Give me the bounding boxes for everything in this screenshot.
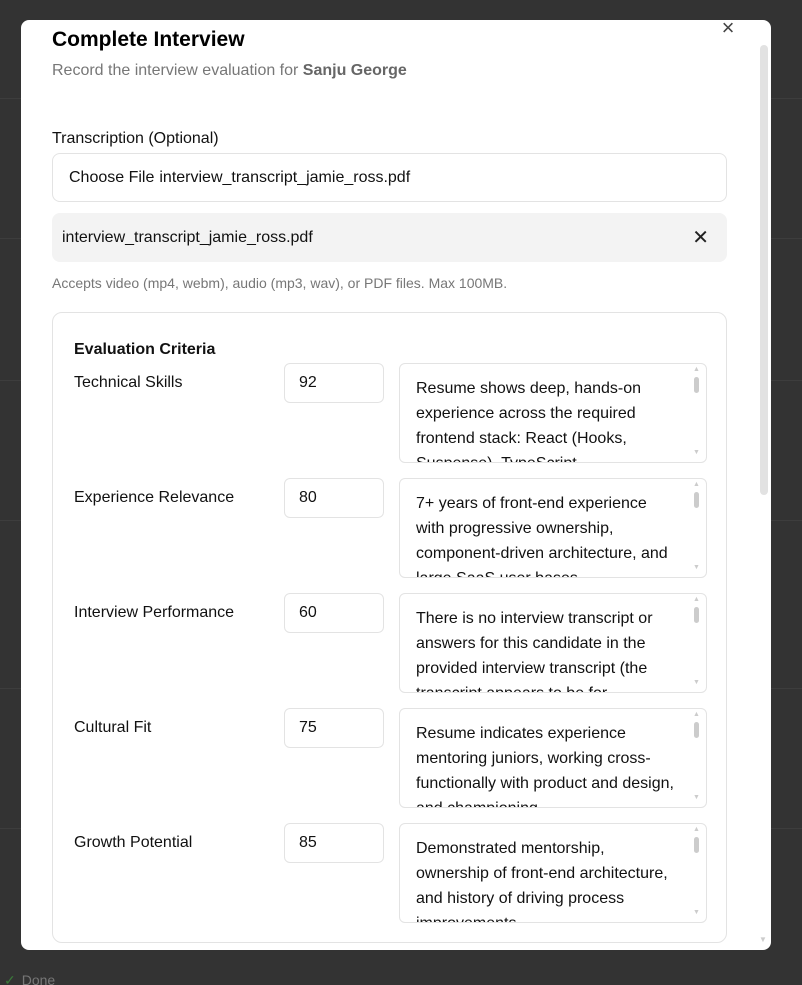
scroll-down-icon[interactable]: ▼ <box>693 794 700 801</box>
criterion-growth-potential <box>53 823 726 923</box>
textarea-scrollbar[interactable] <box>694 837 699 853</box>
score-input[interactable] <box>284 478 384 518</box>
criterion-label: Cultural Fit <box>74 719 152 736</box>
modal-scrollbar[interactable] <box>760 45 768 495</box>
modal-scroll-down-icon[interactable]: ▼ <box>759 935 767 944</box>
subtitle-text: Record the interview evaluation for <box>52 62 303 79</box>
scroll-down-icon[interactable]: ▼ <box>693 679 700 686</box>
criterion-label: Growth Potential <box>74 834 193 851</box>
criterion-experience-relevance <box>53 478 726 578</box>
complete-interview-modal <box>21 20 771 950</box>
attached-file-name: interview_transcript_jamie_ross.pdf <box>62 228 313 246</box>
textarea-scrollbar[interactable] <box>694 492 699 508</box>
choose-file-button[interactable]: Choose File <box>69 168 155 186</box>
candidate-name: Sanju George <box>302 62 407 79</box>
file-help-text: Accepts video (mp4, webm), audio (mp3, wav), or PDF files. Max 100MB. <box>52 275 508 291</box>
scroll-up-icon[interactable]: ▲ <box>693 596 700 603</box>
criterion-label: Experience Relevance <box>74 489 235 506</box>
scroll-up-icon[interactable]: ▲ <box>693 366 700 373</box>
notes-textarea[interactable] <box>399 823 707 923</box>
criterion-label: Technical Skills <box>74 374 183 391</box>
notes-textarea[interactable] <box>399 593 707 693</box>
score-input[interactable] <box>284 708 384 748</box>
done-label: Done <box>21 972 56 985</box>
modal-subtitle <box>52 62 407 80</box>
textarea-scrollbar[interactable] <box>694 377 699 393</box>
scroll-up-icon[interactable]: ▲ <box>693 711 700 718</box>
background-done-status <box>4 972 55 985</box>
criterion-interview-performance <box>53 593 726 693</box>
modal-title: Complete Interview <box>52 28 245 51</box>
transcription-file-input[interactable] <box>52 153 727 202</box>
close-icon[interactable]: × <box>721 20 735 40</box>
attached-file <box>52 213 727 262</box>
check-icon: ✓ <box>4 972 16 985</box>
score-input[interactable] <box>284 593 384 633</box>
remove-file-icon[interactable]: ✕ <box>692 227 709 249</box>
score-input[interactable] <box>284 363 384 403</box>
notes-textarea[interactable] <box>399 478 707 578</box>
evaluation-criteria-card <box>52 312 727 943</box>
scroll-up-icon[interactable]: ▲ <box>693 481 700 488</box>
criterion-technical-skills <box>53 363 726 463</box>
chosen-file-name: interview_transcript_jamie_ross.pdf <box>159 168 411 186</box>
transcription-label: Transcription (Optional) <box>52 130 219 147</box>
textarea-scrollbar[interactable] <box>694 607 699 623</box>
scroll-down-icon[interactable]: ▼ <box>693 909 700 916</box>
criteria-heading: Evaluation Criteria <box>74 341 216 358</box>
scroll-up-icon[interactable]: ▲ <box>693 826 700 833</box>
scroll-down-icon[interactable]: ▼ <box>693 449 700 456</box>
notes-textarea[interactable] <box>399 708 707 808</box>
criterion-cultural-fit <box>53 708 726 808</box>
textarea-scrollbar[interactable] <box>694 722 699 738</box>
notes-textarea[interactable] <box>399 363 707 463</box>
score-input[interactable] <box>284 823 384 863</box>
criterion-label: Interview Performance <box>74 604 235 621</box>
scroll-down-icon[interactable]: ▼ <box>693 564 700 571</box>
